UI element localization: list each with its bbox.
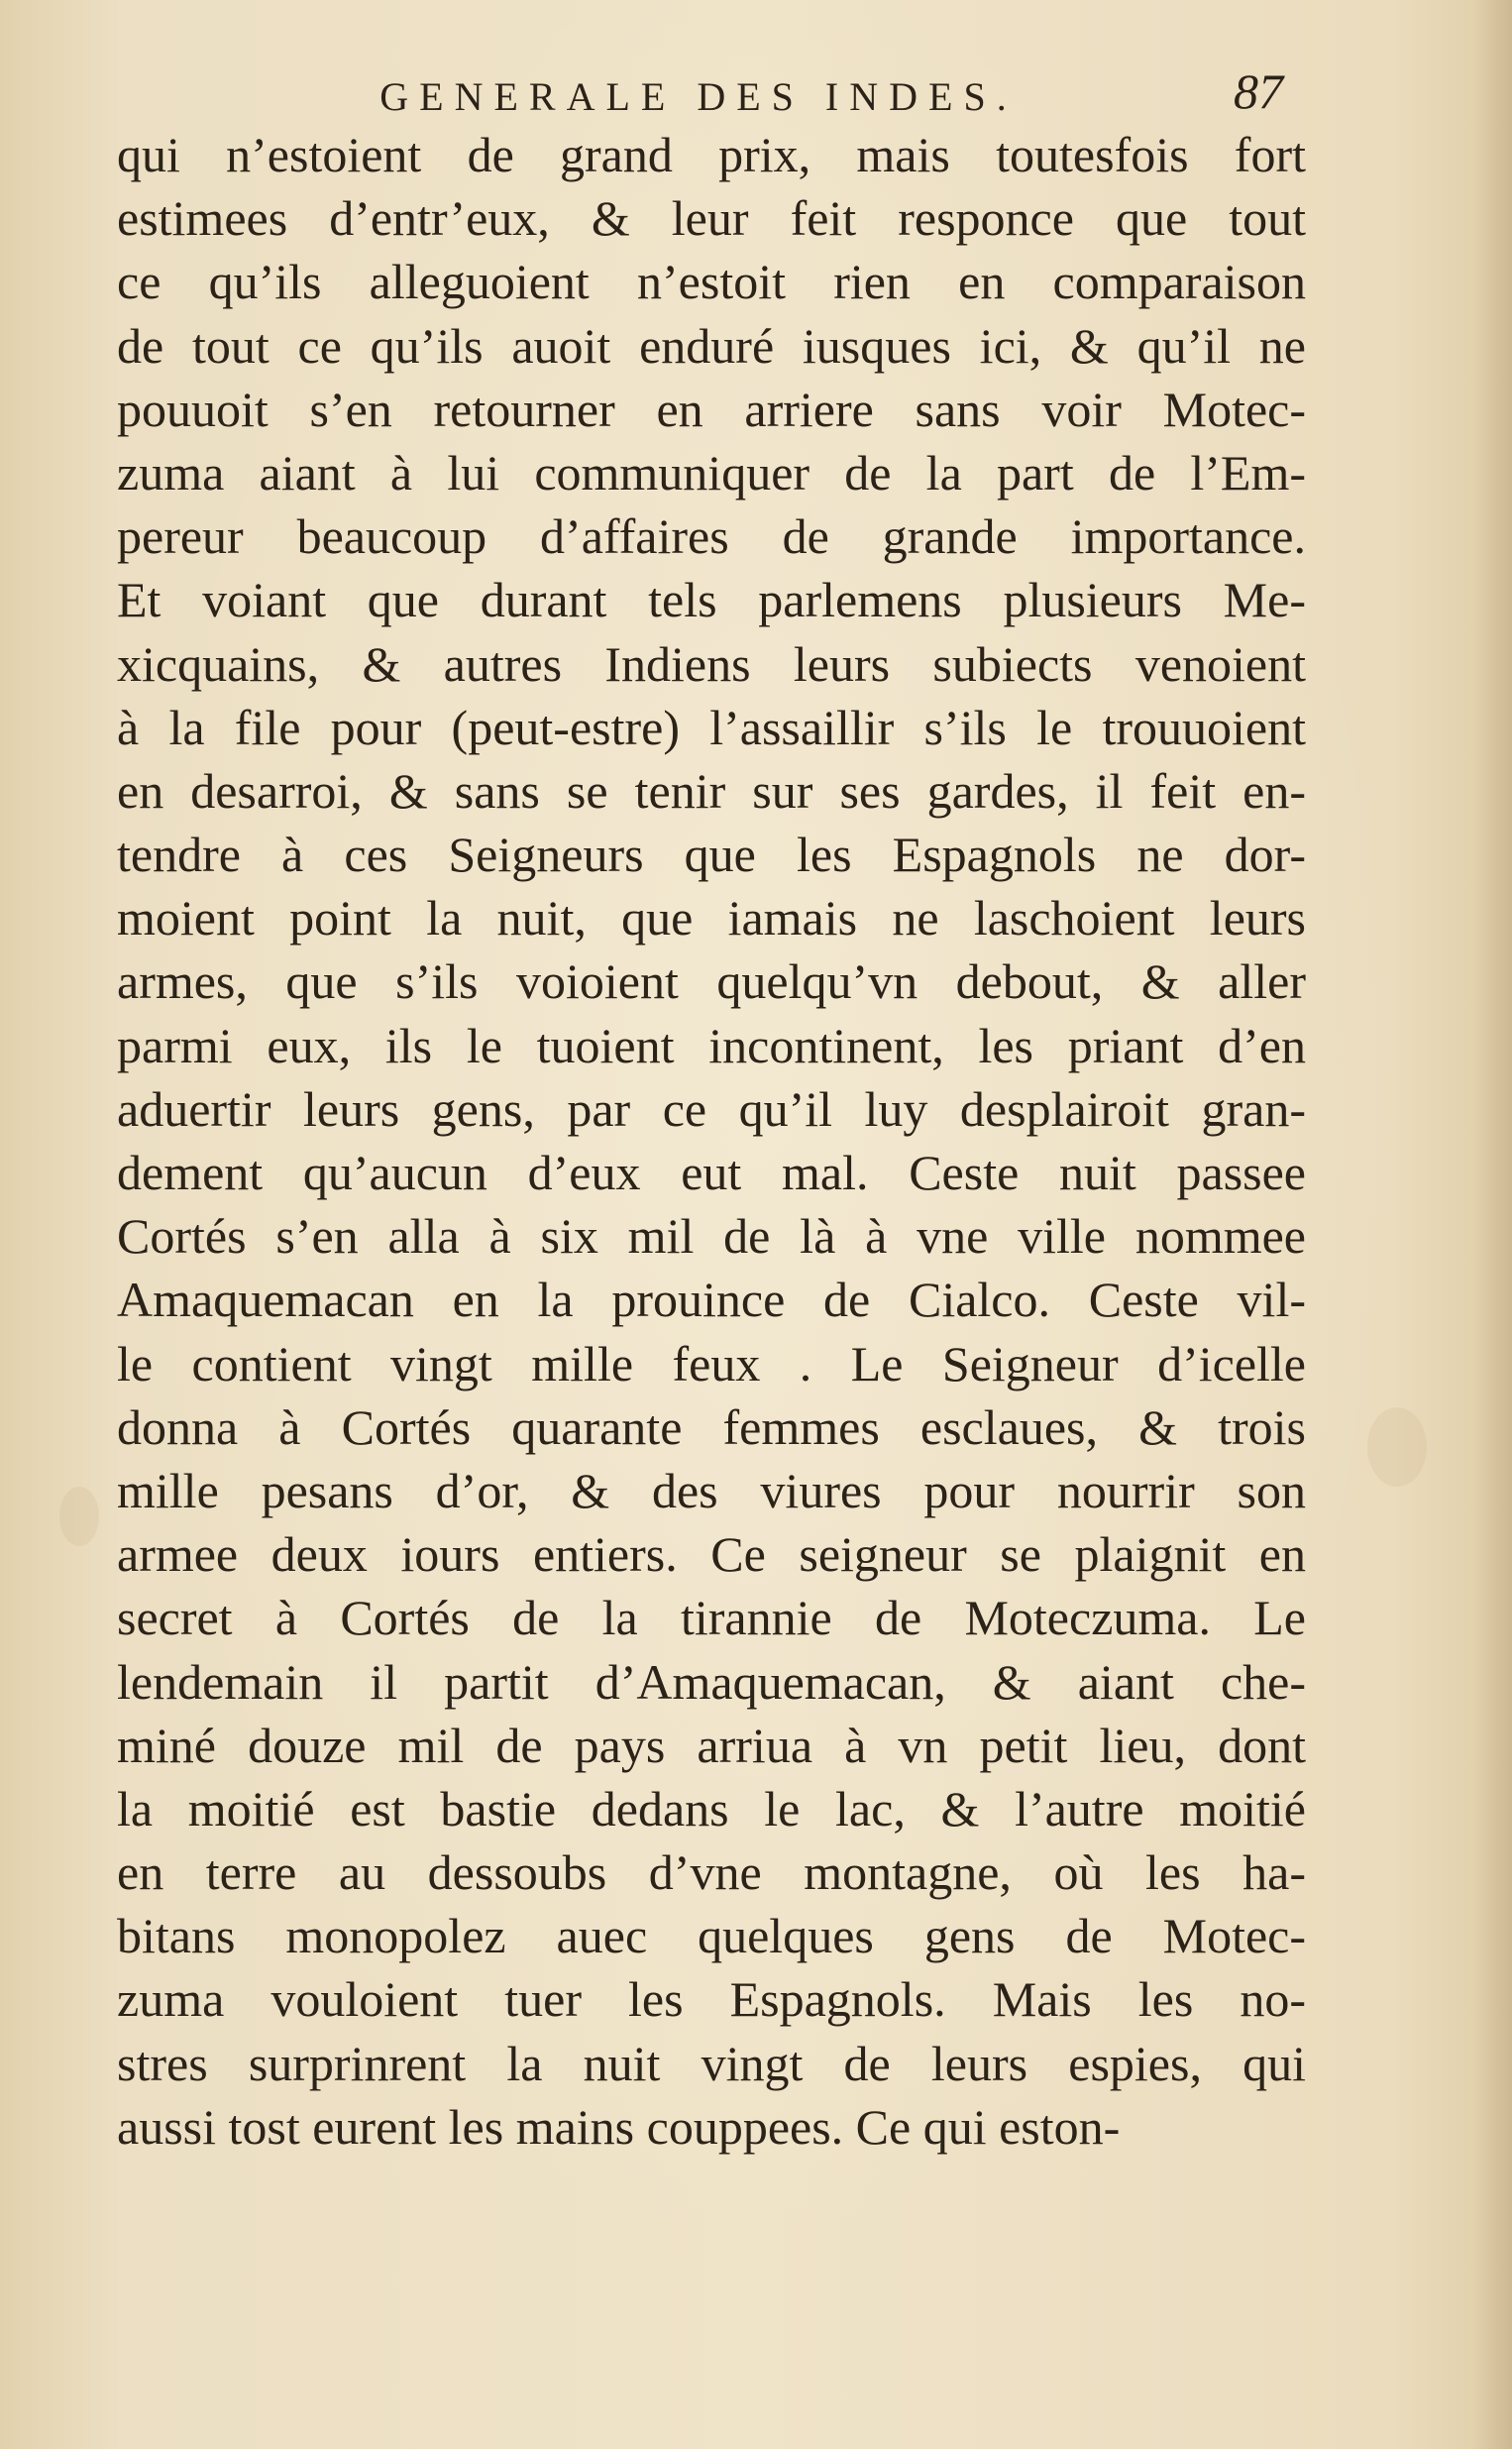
text-line: dement qu’aucun d’eux eut mal. Ceste nuit passee xyxy=(117,1145,1306,1200)
text-line: en desarroi, & sans se tenir sur ses gardes, il feit en- xyxy=(117,762,1306,819)
text-line: stres surprinrent la nuit vingt de leurs espies, qui xyxy=(117,2035,1306,2091)
text-line: pouuoit s’en retourner en arriere sans voir Motec- xyxy=(117,381,1306,437)
text-line: miné douze mil de pays arriua à vn petit lieu, dont xyxy=(117,1717,1306,1773)
text-line: Cortés s’en alla à six mil de là à vne ville nommee xyxy=(117,1208,1306,1265)
text-line: la moitié est bastie dedans le lac, & l’autre moitié xyxy=(117,1780,1306,1837)
page-number: 87 xyxy=(1234,63,1283,119)
text-line: zuma aiant à lui communiquer de la part de l’Em- xyxy=(117,444,1306,501)
text-line: le contient vingt mille feux . Le Seigneur d’icelle xyxy=(117,1335,1306,1391)
text-line: pereur beaucoup d’affaires de grande importance. xyxy=(117,508,1306,565)
text-line: aduertir leurs gens, par ce qu’il luy desplairoit gran- xyxy=(117,1080,1306,1137)
text-line: estimees d’entr’eux, & leur feit responce que tout xyxy=(117,190,1306,247)
text-line: Et voiant que durant tels parlemens plusieurs Me- xyxy=(117,572,1306,628)
text-line: mille pesans d’or, & des viures pour nourrir son xyxy=(117,1462,1306,1518)
text-line: zuma vouloient tuer les Espagnols. Mais les no- xyxy=(117,1971,1306,2028)
text-line: qui n’estoient de grand prix, mais toutesfois fort xyxy=(117,127,1306,182)
text-line: parmi eux, ils le tuoient incontinent, les priant d’en xyxy=(117,1017,1306,1073)
text-line: de tout ce qu’ils auoit enduré iusques ici, & qu’il ne xyxy=(117,317,1306,374)
text-line: aussi tost eurent les mains couppees. Ce qui eston- xyxy=(117,2098,1121,2155)
paper-stain xyxy=(1367,1407,1427,1487)
text-line: secret à Cortés de la tirannie de Moteczuma. Le xyxy=(117,1590,1306,1646)
text-line: armes, que s’ils voioient quelqu’vn debout, & aller xyxy=(117,953,1306,1010)
text-line: bitans monopolez auec quelques gens de Motec- xyxy=(117,1908,1306,1964)
paper-stain xyxy=(59,1487,99,1546)
text-line: armee deux iours entiers. Ce seigneur se plaignit en xyxy=(117,1526,1306,1583)
text-line: moient point la nuit, que iamais ne laschoient leurs xyxy=(117,890,1306,946)
running-head: GENERALE DES INDES. xyxy=(379,74,1018,119)
text-line: en terre au dessoubs d’vne montagne, où les ha- xyxy=(117,1844,1306,1901)
text-line: tendre à ces Seigneurs que les Espagnols ne dor- xyxy=(117,827,1306,883)
text-line: xicquains, & autres Indiens leurs subiects venoient xyxy=(117,635,1306,692)
text-line: Amaquemacan en la prouince de Cialco. Ceste vil- xyxy=(117,1272,1306,1328)
body-text xyxy=(117,123,1306,2159)
text-line: ce qu’ils alleguoient n’estoit rien en comparaison xyxy=(117,254,1306,310)
text-line: donna à Cortés quarante femmes esclaues, & trois xyxy=(117,1398,1306,1455)
text-line: à la file pour (peut-estre) l’assaillir s’ils le trouuoient xyxy=(117,699,1306,755)
text-line: lendemain il partit d’Amaquemacan, & aiant che- xyxy=(117,1653,1306,1710)
